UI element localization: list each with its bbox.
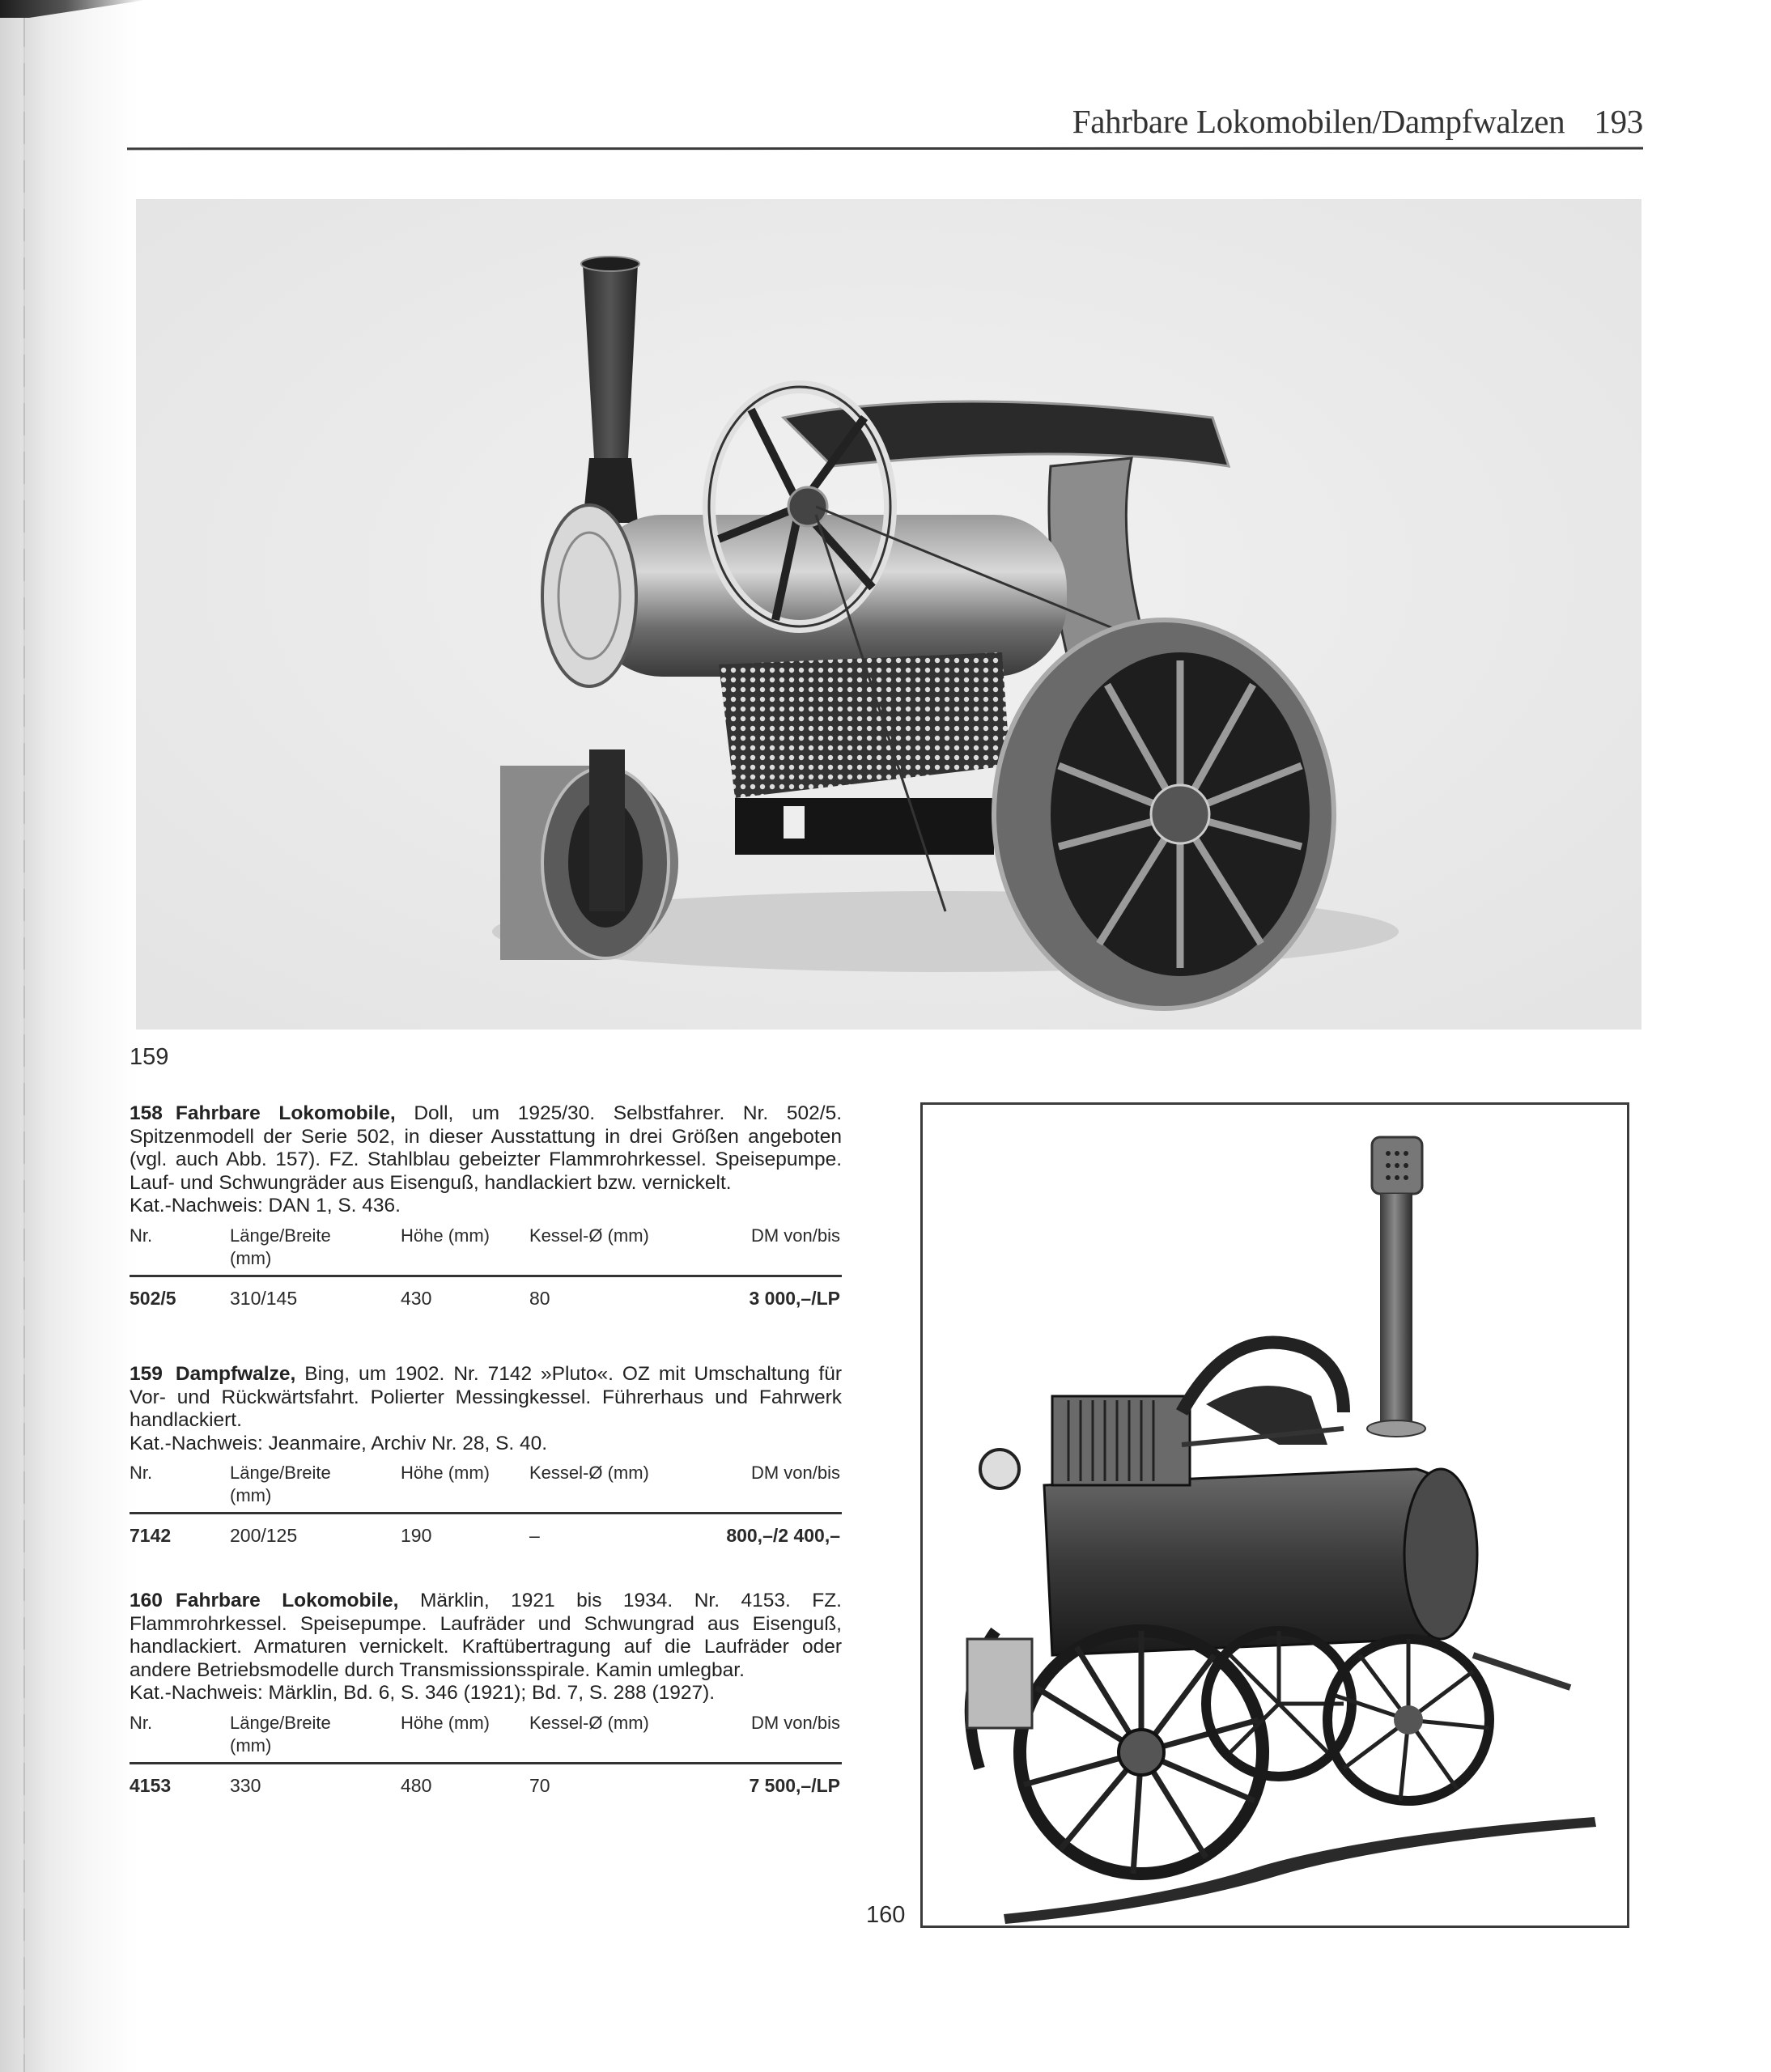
catalog-reference: Kat.-Nachweis: DAN 1, S. 436. [130,1195,401,1216]
cell-price: 7 500,–/LP [749,1774,840,1796]
entry-text: Bing, um 1902. Nr. 7142 »Pluto«. OZ mit Umschaltung für Vor- und Rückwärtsfahrt. Polierter Messingkessel. Führerhaus und Fahrwerk handlackiert. [130,1363,843,1431]
entry-title: Fahrbare Lokomobile, [175,1590,399,1611]
col-height: Höhe (mm) [401,1463,491,1483]
cell-nr: 7142 [130,1525,172,1546]
cell-price: 800,–/2 400,– [726,1525,840,1546]
catalog-reference: Kat.-Nachweis: Jeanmaire, Archiv Nr. 28, S. 40. [130,1432,548,1454]
cell-length-width: 310/145 [230,1287,298,1309]
entry-description [130,1363,842,1433]
illustration-frame-traction-engine [920,1102,1629,1928]
catalog-entry-160 [130,1590,842,1798]
col-length-width: Länge/Breite (mm) [230,1225,331,1268]
col-nr: Nr. [130,1463,153,1483]
cell-boiler-diameter: 70 [529,1774,550,1796]
table-rule [130,1275,842,1277]
col-price: DM von/bis [750,1712,840,1733]
spec-table-header [130,1225,842,1272]
table-rule [130,1762,842,1764]
entry-description [130,1590,842,1682]
table-row [130,1287,842,1311]
cell-length-width: 330 [230,1774,261,1796]
col-price: DM von/bis [750,1463,840,1483]
entry-title: Dampfwalze, [175,1363,296,1385]
book-gutter-shadow [0,0,138,2072]
catalog-reference: Kat.-Nachweis: Märklin, Bd. 6, S. 346 (1921); Bd. 7, S. 288 (1927). [130,1682,716,1704]
table-row [130,1524,842,1548]
col-height: Höhe (mm) [401,1225,491,1246]
traction-engine-illustration-icon [923,1105,1627,1926]
entry-text: Märklin, 1921 bis 1934. Nr. 4153. FZ. Flammrohrkessel. Speisepumpe. Laufräder und Schwungrad aus Eisenguß, handlackiert. Armaturen vernickelt. Kraftübertragung auf die Laufräder oder andere Betriebsmodelle durch Transmissionsspirale. Kamin umlegbar. [130,1590,842,1681]
entry-description [130,1102,842,1195]
col-nr: Nr. [130,1712,153,1733]
cell-boiler-diameter: 80 [529,1287,550,1309]
spec-table-header [130,1462,842,1509]
cell-height: 430 [401,1287,432,1309]
col-nr: Nr. [130,1225,153,1246]
page-number: 193 [1594,103,1643,140]
catalog-entry-158 [130,1102,842,1311]
spec-table-header [130,1712,842,1759]
cell-boiler-diameter: – [529,1525,540,1546]
cell-height: 190 [401,1525,432,1546]
col-height: Höhe (mm) [401,1712,491,1733]
figure-label-159: 159 [130,1044,169,1070]
col-boiler-diameter: Kessel-Ø (mm) [529,1463,649,1483]
cell-nr: 4153 [130,1774,172,1796]
header-rule [127,147,1643,151]
photo-steam-roller [136,199,1641,1030]
spec-table [130,1462,842,1548]
cell-length-width: 200/125 [230,1525,298,1546]
spec-table [130,1225,842,1311]
col-length-width: Länge/Breite (mm) [230,1463,331,1505]
cell-height: 480 [401,1774,432,1796]
section-title: Fahrbare Lokomobilen/Dampfwalzen [1072,103,1565,140]
entry-number: 160 [130,1590,163,1611]
col-boiler-diameter: Kessel-Ø (mm) [529,1712,649,1733]
table-row [130,1774,842,1798]
table-rule [130,1512,842,1514]
running-header [1060,102,1643,141]
gutter-fold-line [23,15,25,2072]
entry-number: 158 [130,1102,163,1124]
figure-label-160: 160 [866,1902,906,1928]
col-length-width: Länge/Breite (mm) [230,1712,331,1756]
col-boiler-diameter: Kessel-Ø (mm) [529,1225,649,1246]
spec-table [130,1712,842,1798]
entry-title: Fahrbare Lokomobile, [175,1102,396,1124]
catalog-entry-159 [130,1363,842,1548]
entry-number: 159 [130,1363,163,1385]
entry-text: Doll, um 1925/30. Selbstfahrer. Nr. 502/5. Spitzenmodell der Serie 502, in dieser Ausstattung in drei Größen angeboten (vgl. auch Abb. 157). FZ. Stahlblau gebeizter Flammrohrkessel. Speisepumpe. Lauf- und Schwungräder aus Eisenguß, handlackiert bzw. vernickelt. [130,1102,843,1194]
cell-price: 3 000,–/LP [749,1287,840,1309]
col-price: DM von/bis [750,1225,840,1246]
cell-nr: 502/5 [130,1287,176,1309]
steam-roller-photo-icon [136,199,1641,1030]
